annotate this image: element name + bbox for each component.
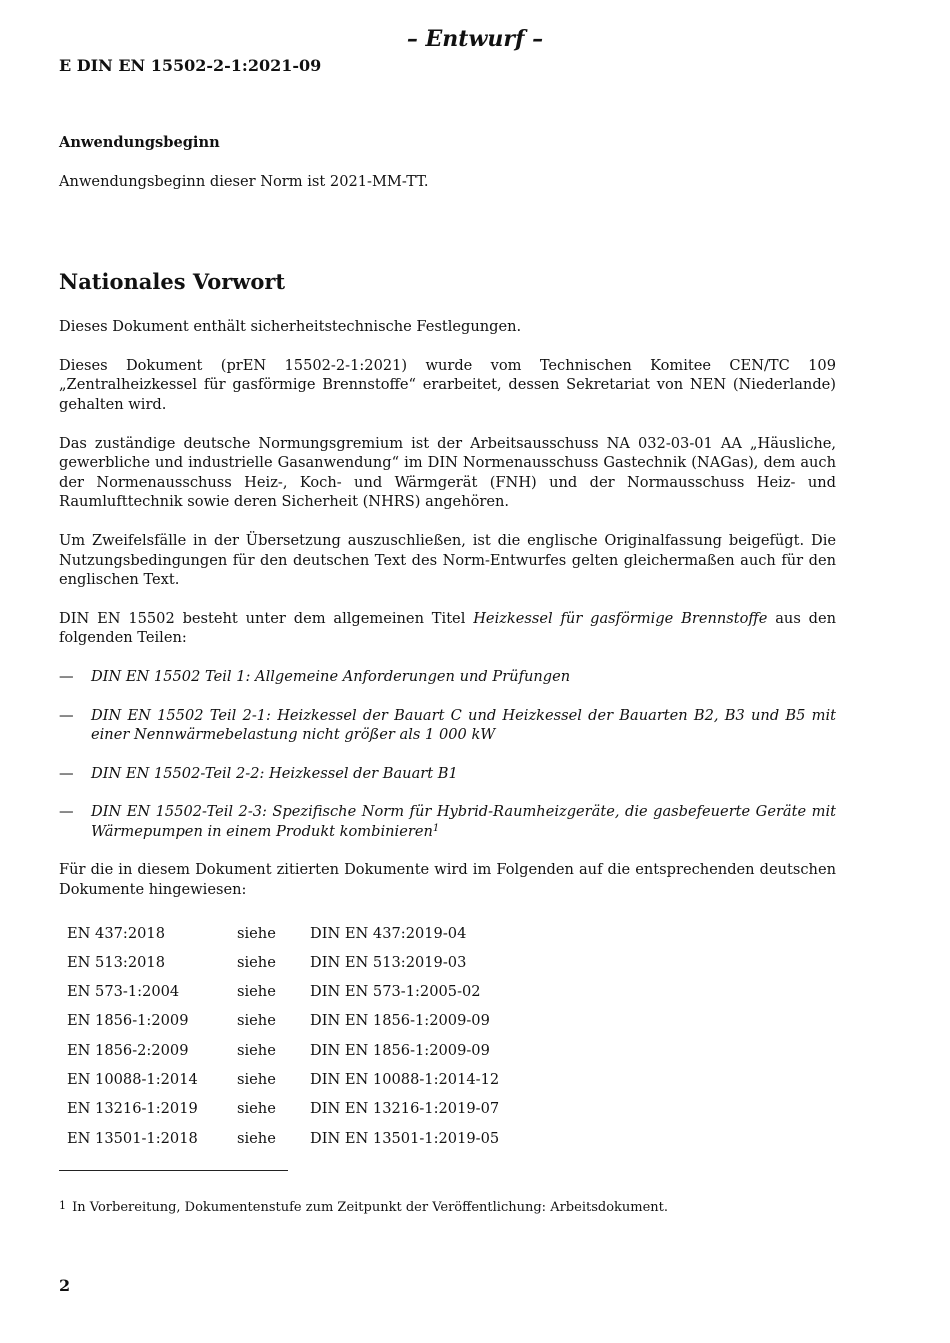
reference-din-cell: DIN EN 10088-1:2014-12 (310, 1070, 500, 1088)
page-number: 2 (59, 1276, 71, 1295)
reference-en-cell: EN 513:2018 (67, 953, 165, 971)
table-row (59, 1007, 570, 1036)
reference-din-cell: DIN EN 437:2019-04 (310, 924, 467, 942)
list-dash: — (59, 764, 74, 782)
reference-en-cell: EN 10088-1:2014 (67, 1070, 198, 1088)
reference-table-body (59, 919, 570, 1153)
foreword-paragraph-2: Dieses Dokument (prEN 15502-2-1:2021) wurde vom Technischen Komitee CEN/TC 109 „Zentralheizkessel für gasförmige Brennstoffe“ erarbeitet, dessen Sekretariat von NEN (Niederlande) gehalten wird. (59, 356, 836, 413)
reference-see-cell: siehe (237, 953, 276, 971)
footnote (59, 1199, 839, 1217)
foreword-paragraph-3: Das zuständige deutsche Normungsgremium ist der Arbeitsausschuss NA 032-03-01 AA „Häusliche, gewerbliche und industrielle Gasanwendung“ im DIN Normenausschuss Gastechnik (NAGas), dem auch der Normenausschuss Heiz-, Koch- und Wärmgerät (FNH) und der Normausschuss Heiz- und Raumlufttechnik sowie deren Sicherheit (NHRS) angehören. (59, 434, 836, 511)
footnote-number: 1 (59, 1199, 66, 1212)
reference-see-cell: siehe (237, 1012, 276, 1030)
application-heading: Anwendungsbeginn (59, 134, 220, 151)
reference-din-cell: DIN EN 1856-1:2009-09 (310, 1041, 490, 1059)
table-row (59, 977, 570, 1006)
reference-en-cell: EN 1856-2:2009 (67, 1041, 189, 1059)
reference-din-cell: DIN EN 13501-1:2019-05 (310, 1129, 500, 1147)
foreword-paragraph-6: Für die in diesem Dokument zitierten Dokumente wird im Folgenden auf die entsprechenden deutschen Dokumente hingewiesen: (59, 861, 836, 899)
list-item (59, 706, 836, 745)
reference-see-cell: siehe (237, 1070, 276, 1088)
reference-din-cell: DIN EN 513:2019-03 (310, 953, 467, 971)
footnote-reference[interactable]: 1 (432, 822, 440, 834)
application-text: Anwendungsbeginn dieser Norm ist 2021-MM-TT. (59, 172, 429, 190)
reference-din-cell: DIN EN 13216-1:2019-07 (310, 1100, 500, 1118)
series-title: Heizkessel für gasförmige Brennstoffe (473, 609, 768, 627)
reference-en-cell: EN 437:2018 (67, 924, 165, 942)
footnote-text: In Vorbereitung, Dokumentenstufe zum Zeitpunkt der Veröffentlichung: Arbeitsdokument. (72, 1200, 669, 1215)
table-row (59, 919, 570, 948)
footnote-separator (59, 1170, 288, 1171)
table-row (59, 1094, 570, 1123)
paragraph-5-lead: DIN EN 15502 besteht unter dem allgemeinen Titel (59, 609, 474, 627)
reference-see-cell: siehe (237, 1100, 276, 1118)
table-row (59, 1065, 570, 1094)
reference-see-cell: siehe (237, 1041, 276, 1059)
draft-watermark-title: – Entwurf – (406, 26, 544, 52)
reference-en-cell: EN 13216-1:2019 (67, 1100, 198, 1118)
reference-see-cell: siehe (237, 1129, 276, 1147)
paragraph-5-tail: aus den folgenden Teilen: (59, 609, 837, 647)
reference-see-cell: siehe (237, 983, 276, 1001)
reference-din-cell: DIN EN 1856-1:2009-09 (310, 1012, 490, 1030)
list-dash: — (59, 667, 74, 685)
table-row (59, 1036, 570, 1065)
list-dash: — (59, 706, 74, 724)
foreword-paragraph-1: Dieses Dokument enthält sicherheitstechnische Festlegungen. (59, 318, 522, 336)
list-item (59, 802, 836, 841)
list-dash: — (59, 803, 74, 821)
reference-en-cell: EN 1856-1:2009 (67, 1012, 189, 1030)
reference-en-cell: EN 573-1:2004 (67, 983, 180, 1001)
list-item (59, 764, 836, 784)
list-item-text: DIN EN 15502-Teil 2-3: Spezifische Norm für Hybrid-Raumheizgeräte, die gasbefeuerte Geräte mit Wärmepumpen in einem Produkt kombinieren (91, 803, 836, 840)
document-identifier: E DIN EN 15502-2-1:2021-09 (59, 56, 322, 75)
list-item-text: DIN EN 15502 Teil 2-1: Heizkessel der Bauart C und Heizkessel der Bauarten B2, B3 und B5 mit einer Nennwärmebelastung nicht größer als 1 000 kW (91, 706, 836, 744)
main-content (59, 133, 836, 1153)
foreword-paragraph-5 (59, 609, 836, 648)
table-row (59, 948, 570, 977)
reference-en-cell: EN 13501-1:2018 (67, 1129, 198, 1147)
foreword-heading: Nationales Vorwort (59, 269, 286, 295)
reference-table (59, 919, 570, 1153)
list-item-text: DIN EN 15502-Teil 2-2: Heizkessel der Bauart B1 (91, 764, 458, 782)
parts-list (59, 667, 836, 842)
reference-din-cell: DIN EN 573-1:2005-02 (310, 983, 481, 1001)
foreword-paragraph-4: Um Zweifelsfälle in der Übersetzung auszuschließen, ist die englische Originalfassung beigefügt. Die Nutzungsbedingungen für den deutschen Text des Norm-Entwurfes gelten gleichermaßen auch für den englischen Text. (59, 531, 836, 589)
list-item (59, 667, 836, 687)
table-row (59, 1124, 570, 1153)
list-item-text: DIN EN 15502 Teil 1: Allgemeine Anforderungen und Prüfungen (91, 667, 571, 685)
reference-see-cell: siehe (237, 924, 276, 942)
